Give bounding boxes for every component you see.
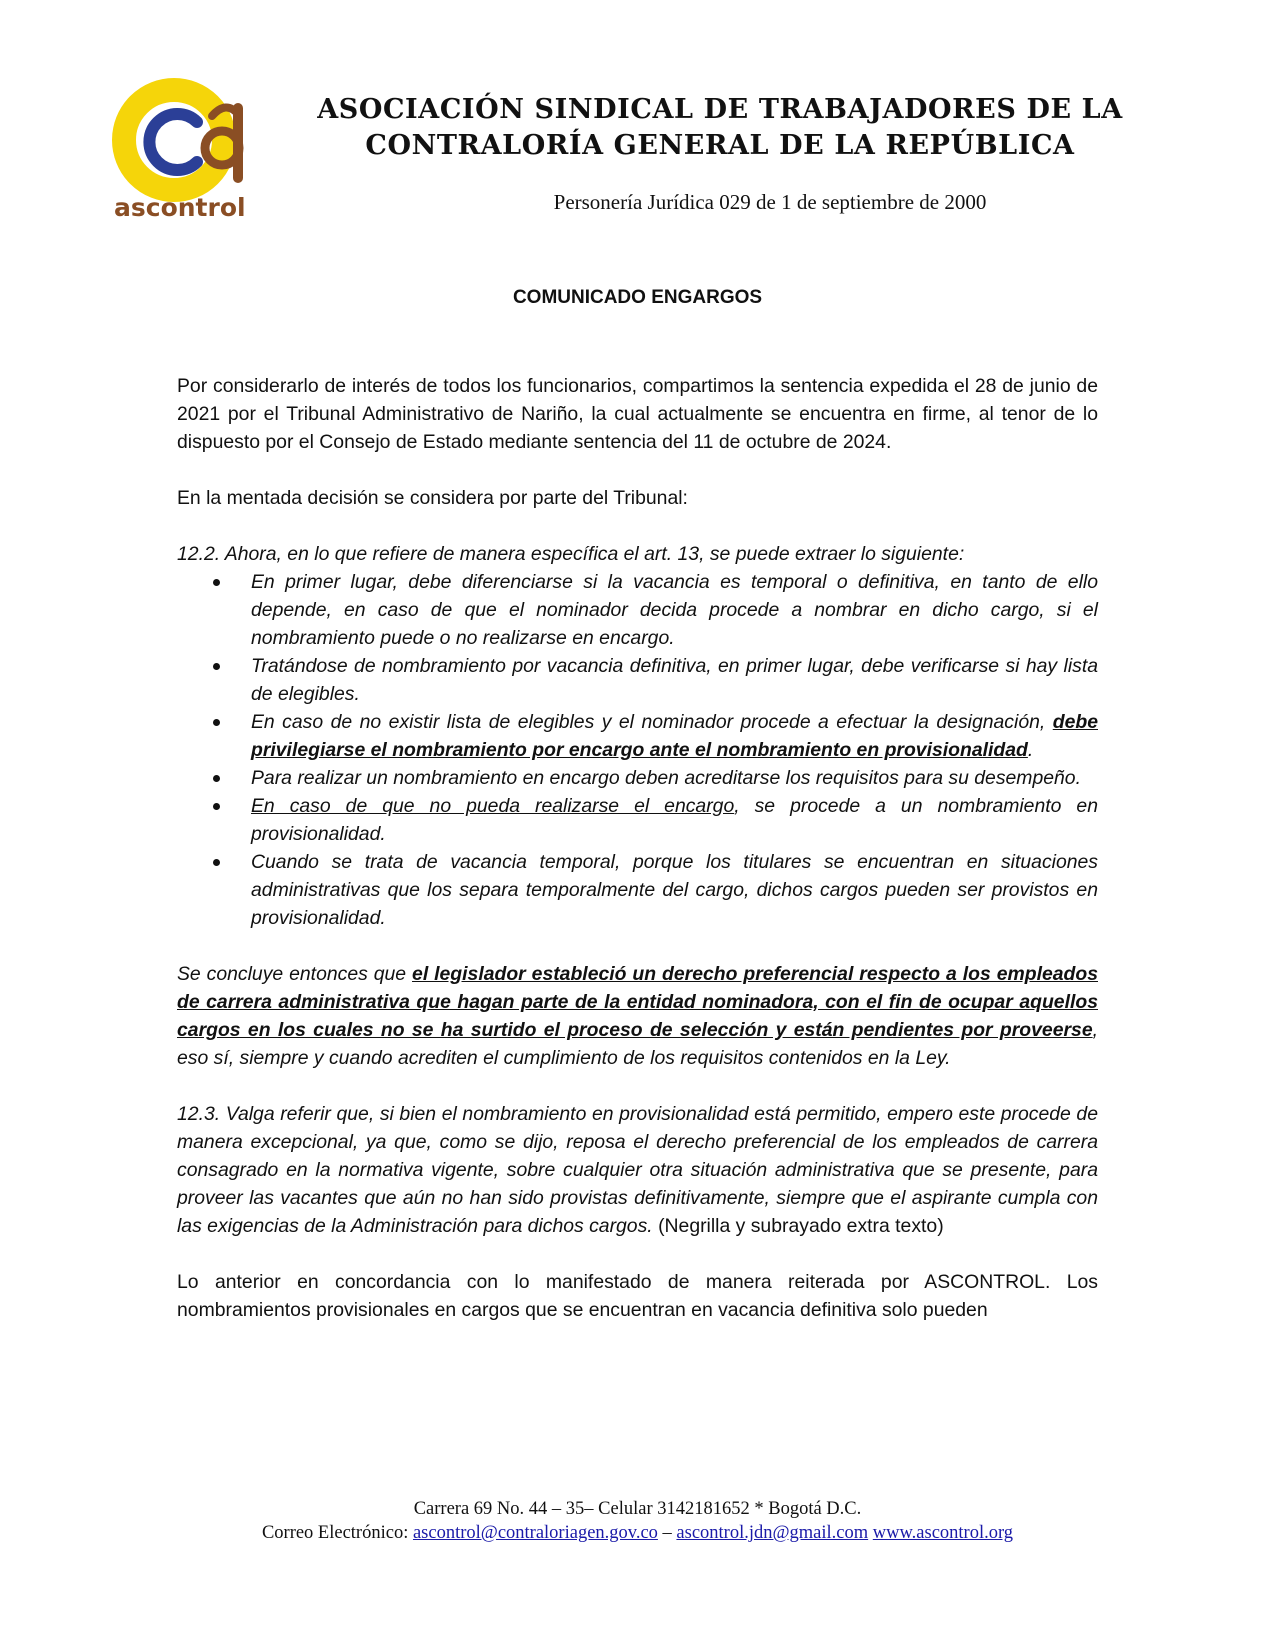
conclusion-text: , eso sí, siempre y cuando acrediten el cumplimiento de los requisitos contenidos en la Ley. <box>177 1019 1098 1069</box>
list-item-text: . <box>1027 739 1034 761</box>
quote-note: (Negrilla y subrayado extra texto) <box>652 1215 944 1237</box>
conclusion-text: Se concluye entonces que <box>177 963 413 985</box>
logo-mark-icon <box>112 70 272 230</box>
organization-title-line2: CONTRALORÍA GENERAL DE LA REPÚBLICA <box>365 130 1075 161</box>
intro-paragraph: Por considerarlo de interés de todos los funcionarios, compartimos la sentencia expedida el 28 de junio de 2021 por el Tribunal Administrativo de Nariño, la cual actualmente se encuentra en firme, al tenor de lo dispuesto por el Consejo de Estado mediante sentencia del 11 de octubre de 2024. <box>177 375 1098 453</box>
page-footer <box>0 1497 1275 1545</box>
list-item: En primer lugar, debe diferenciarse si la vacancia es temporal o definitiva, en tanto de ello depende, en caso de que el nominador decida procede a nombrar en dicho cargo, si el nombramiento puede o no realizarse en encargo. <box>251 568 1098 652</box>
emphasis-text: el legislador estableció un derecho preferencial respecto a los empleados de carrera administrativa que hagan parte de la entidad nominadora, con el fin de ocupar aquellos cargos en los cuales no se ha surtido el proceso de selección y están pendientes por proveerse <box>177 963 1098 1041</box>
list-item: Para realizar un nombramiento en encargo deben acreditarse los requisitos para su desempeño. <box>251 764 1098 792</box>
website-link[interactable]: www.ascontrol.org <box>872 1523 1014 1543</box>
organization-title <box>285 92 1155 164</box>
list-item: Cuando se trata de vacancia temporal, porque los titulares se encuentran en situaciones administrativas que los separa temporalmente del cargo, dichos cargos pueden ser provistos en provisionalidad. <box>251 848 1098 932</box>
list-item-text: , se procede a un nombramiento en provisionalidad. <box>251 795 1098 845</box>
quote-paragraph <box>177 1100 1098 1240</box>
email-link-contraloria[interactable]: ascontrol@contraloriagen.gov.co <box>412 1523 658 1543</box>
footer-address: Carrera 69 No. 44 – 35– Celular 3142181652 * Bogotá D.C. <box>413 1499 862 1519</box>
conclusion-paragraph <box>177 960 1098 1072</box>
quote-intro: 12.2. Ahora, en lo que refiere de manera específica el art. 13, se puede extraer lo siguiente: <box>177 543 965 565</box>
closing-paragraph: Lo anterior en concordancia con lo manifestado de manera reiterada por ASCONTROL. Los nombramientos provisionales en cargos que se encuentran en vacancia definitiva solo pueden <box>177 1271 1098 1321</box>
email-label: Correo Electrónico: <box>261 1523 413 1543</box>
document-body <box>177 372 1098 1324</box>
document-title: COMUNICADO ENGARGOS <box>512 287 763 308</box>
criteria-list <box>177 568 1098 932</box>
ascontrol-logo <box>112 70 272 230</box>
list-item <box>251 708 1098 764</box>
list-item <box>251 792 1098 848</box>
underlined-text: En caso de que no pueda realizarse el encargo <box>251 795 735 817</box>
email-link-gmail[interactable]: ascontrol.jdn@gmail.com <box>676 1523 869 1543</box>
list-item-text: En caso de no existir lista de elegibles y el nominador procede a efectuar la designación, <box>251 711 1053 733</box>
logo-text: ascontrol <box>114 193 246 222</box>
quote-text: 12.3. Valga referir que, si bien el nombramiento en provisionalidad está permitido, empero este procede de manera excepcional, ya que, como se dijo, reposa el derecho preferencial de los empleados de carrera consagrado en la normativa vigente, sobre cualquier otra situación administrativa que se presente, para proveer las vacantes que aún no han sido provistas definitivamente, siempre que el aspirante cumpla con las exigencias de la Administración para dichos cargos. <box>177 1103 1098 1237</box>
organization-title-line1: ASOCIACIÓN SINDICAL DE TRABAJADORES DE LA <box>317 94 1123 125</box>
footer-contact <box>0 1521 1275 1545</box>
legal-registration: Personería Jurídica 029 de 1 de septiembre de 2000 <box>553 190 987 214</box>
list-item: Tratándose de nombramiento por vacancia definitiva, en primer lugar, debe verificarse si hay lista de elegibles. <box>251 652 1098 708</box>
lead-paragraph: En la mentada decisión se considera por parte del Tribunal: <box>177 487 688 509</box>
emphasis-text: debe privilegiarse el nombramiento por encargo ante el nombramiento en provisionalidad <box>251 711 1098 761</box>
separator: – <box>657 1523 677 1543</box>
